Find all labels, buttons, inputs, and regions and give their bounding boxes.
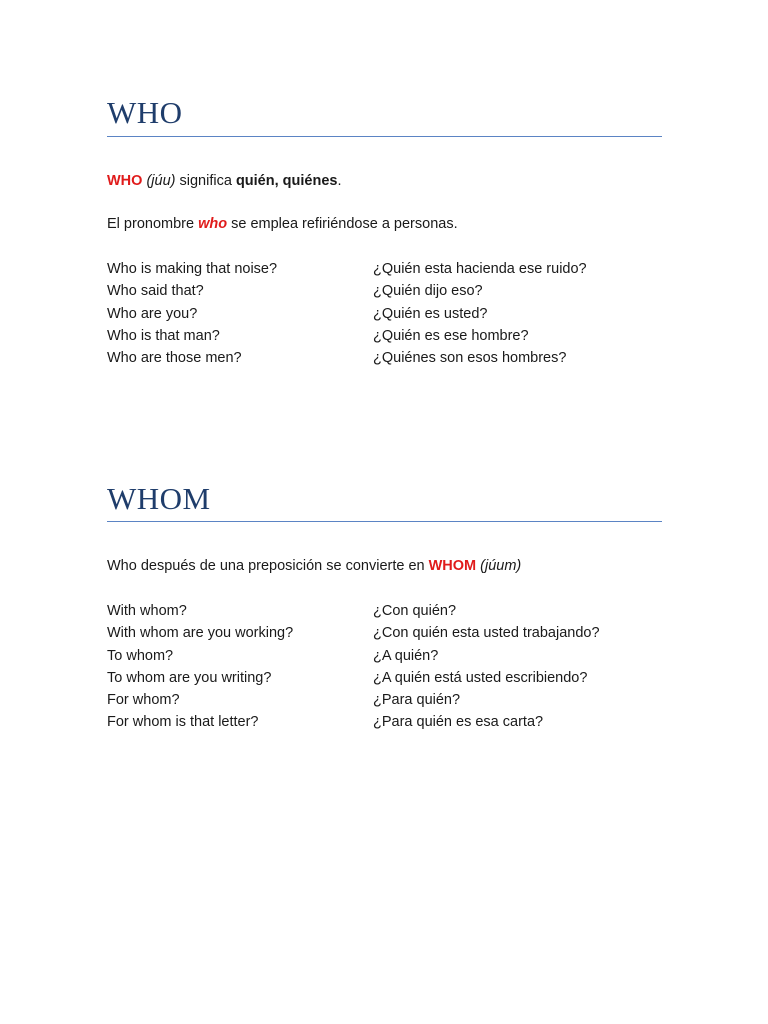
whom-example-english: With whom? [107, 603, 187, 619]
whom-heading-rule [107, 521, 662, 522]
whom-example-row [107, 669, 667, 691]
whom-example-english: With whom are you working? [107, 625, 294, 642]
who-intro-text: significa [175, 173, 236, 189]
whom-intro-text: Who después de una preposición se convierte en [107, 558, 429, 574]
whom-example-english: To whom? [107, 647, 174, 664]
whom-example-english: To whom are you writing? [107, 669, 272, 686]
who-example-english: Who are you? [107, 305, 198, 322]
who-example-spanish: ¿Quién es ese hombre? [373, 327, 529, 344]
who-example-row [107, 349, 667, 371]
who-example-english: Who said that? [107, 283, 204, 300]
who-example-english: Who is that man? [107, 327, 220, 344]
whom-example-row [107, 691, 667, 713]
who-heading: WHO [107, 95, 183, 130]
whom-heading: WHOM [107, 481, 211, 516]
who-intro-line [107, 172, 341, 190]
whom-example-row [107, 647, 667, 669]
who-example-spanish: ¿Quién dijo eso? [373, 283, 483, 300]
who-example-row [107, 305, 667, 327]
whom-examples-table [107, 602, 667, 736]
whom-example-spanish: ¿Para quién es esa carta? [373, 714, 544, 731]
whom-example-spanish: ¿A quién está usted escribiendo? [373, 669, 588, 686]
whom-example-english: For whom is that letter? [107, 714, 259, 731]
who-example-row [107, 282, 667, 304]
who-example-row [107, 327, 667, 349]
whom-example-row [107, 602, 667, 624]
who-word: WHO [107, 173, 143, 189]
who-example-english: Who are those men? [107, 350, 242, 367]
whom-example-spanish: ¿A quién? [373, 647, 439, 664]
whom-example-spanish: ¿Con quién? [373, 603, 457, 619]
whom-pronunciation: (júum) [480, 558, 522, 574]
who-usage-line [107, 215, 458, 233]
who-example-spanish: ¿Quiénes son esos hombres? [373, 350, 567, 367]
who-usage-pre: El pronombre [107, 216, 199, 232]
whom-example-row [107, 713, 667, 735]
who-pronunciation: (júu) [146, 173, 176, 189]
whom-example-row [107, 624, 667, 646]
who-usage-post: se emplea refiriéndose a personas. [227, 216, 458, 232]
whom-example-spanish: ¿Para quién? [373, 692, 461, 709]
who-examples-table [107, 260, 667, 371]
whom-example-spanish: ¿Con quién esta usted trabajando? [373, 625, 600, 642]
whom-example-english: For whom? [107, 692, 180, 709]
who-example-row [107, 260, 667, 282]
who-intro-end: . [337, 173, 342, 189]
who-heading-rule [107, 136, 662, 137]
who-example-spanish: ¿Quién es usted? [373, 305, 488, 322]
who-example-english: Who is making that noise? [107, 261, 278, 277]
who-usage-word: who [198, 216, 228, 232]
whom-intro-line [107, 557, 521, 575]
whom-word: WHOM [428, 558, 477, 574]
who-meaning: quién, quiénes [235, 173, 338, 189]
who-example-spanish: ¿Quién esta hacienda ese ruido? [373, 261, 587, 277]
